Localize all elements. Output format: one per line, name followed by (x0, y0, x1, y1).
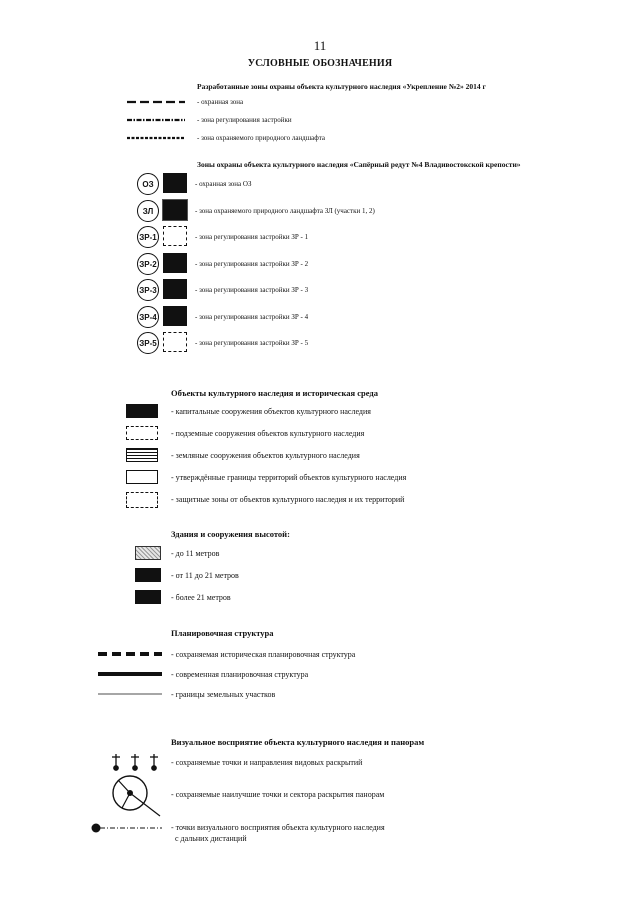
panorama-sector-icon (100, 772, 170, 822)
legend-text: - более 21 метров (171, 593, 231, 602)
legend-text: - зона регулирования застройки ЗР - 3 (195, 286, 309, 294)
zone-swatch (163, 200, 187, 220)
zone-code-badge: ЗР-1 (137, 226, 159, 248)
legend-text: - охранная зона (197, 98, 244, 106)
legend-text: - зона охраняемого природного ландшафта ЗЛ (участки 1, 2) (195, 207, 375, 215)
legend-text: - современная планировочная структура (171, 670, 309, 679)
legend-text: - сохраняемая историческая планировочная структура (171, 650, 356, 659)
legend-text: - охранная зона ОЗ (195, 180, 252, 188)
zone-code-badge: ЗР-4 (137, 306, 159, 328)
legend-text: - подземные сооружения объектов культурного наследия (171, 429, 365, 438)
zone-code-badge: ОЗ (137, 173, 159, 195)
height-11-21-swatch (135, 568, 161, 582)
section6-heading: Визуальное восприятие объекта культурного наследия и панорам (171, 737, 425, 747)
section5-line-symbols (96, 650, 166, 700)
legend-text: - земляные сооружения объектов культурного наследия (171, 451, 360, 460)
legend-text: с дальних дистанций (175, 834, 247, 843)
legend-text: - точки визуального восприятия объекта культурного наследия (171, 823, 385, 832)
section5-heading: Планировочная структура (171, 628, 274, 638)
legend-text: - утверждённые границы территорий объектов культурного наследия (171, 473, 407, 482)
buffer-zone-swatch (126, 492, 158, 508)
zone-code-badge: ЗЛ (137, 200, 159, 222)
underground-structure-swatch (126, 426, 158, 440)
territory-boundary-swatch (126, 470, 158, 484)
capital-structure-swatch (126, 404, 158, 418)
legend-text: - зона регулирования застройки (197, 116, 292, 124)
legend-text: - сохраняемые точки и направления видовых раскрытий (171, 758, 363, 767)
section4-heading: Здания и сооружения высотой: (171, 529, 290, 539)
legend-text: - зона регулирования застройки ЗР - 5 (195, 339, 309, 347)
zone-code-badge: ЗР-3 (137, 279, 159, 301)
earthwork-structure-swatch (126, 448, 158, 462)
legend-text: - капитальные сооружения объектов культурного наследия (171, 407, 371, 416)
zone-code-badge: ЗР-5 (137, 332, 159, 354)
legend-text: - зона охраняемого природного ландшафта (197, 134, 326, 142)
section3-heading: Объекты культурного наследия и историческая среда (171, 388, 378, 398)
height-up-to-11-swatch (135, 546, 161, 560)
legend-text: - зона регулирования застройки ЗР - 2 (195, 260, 309, 268)
page-number: 11 (313, 38, 327, 53)
legend-text: - от 11 до 21 метров (171, 571, 239, 580)
legend-text: - сохраняемые наилучшие точки и сектора раскрытия панорам (171, 790, 385, 799)
section2-heading: Зоны охраны объекта культурного наследия «Cапёрный редут №4 Владивостокской крепости» (197, 160, 521, 169)
zone-swatch (163, 173, 187, 193)
distant-view-point-icon (90, 822, 165, 836)
legend-text: - зона регулирования застройки ЗР - 4 (195, 313, 309, 321)
legend-text: - защитные зоны от объектов культурного наследия и их территорий (171, 495, 405, 504)
zone-swatch (163, 279, 187, 299)
zone-code-badge: ЗР-2 (137, 253, 159, 275)
zone-swatch (163, 306, 187, 326)
section1-line-symbols (125, 96, 195, 156)
legend-text: - границы земельных участков (171, 690, 276, 699)
page-title: УСЛОВНЫЕ ОБОЗНАЧЕНИЯ (247, 58, 393, 69)
legend-text: - до 11 метров (171, 549, 220, 558)
section1-heading: Разработанные зоны охраны объекта культурного наследия «Укрепление №2» 2014 г (197, 82, 486, 91)
zone-swatch (163, 226, 187, 246)
legend-text: - зона регулирования застройки ЗР - 1 (195, 233, 309, 241)
zone-swatch (163, 332, 187, 352)
zone-swatch (163, 253, 187, 273)
height-over-21-swatch (135, 590, 161, 604)
